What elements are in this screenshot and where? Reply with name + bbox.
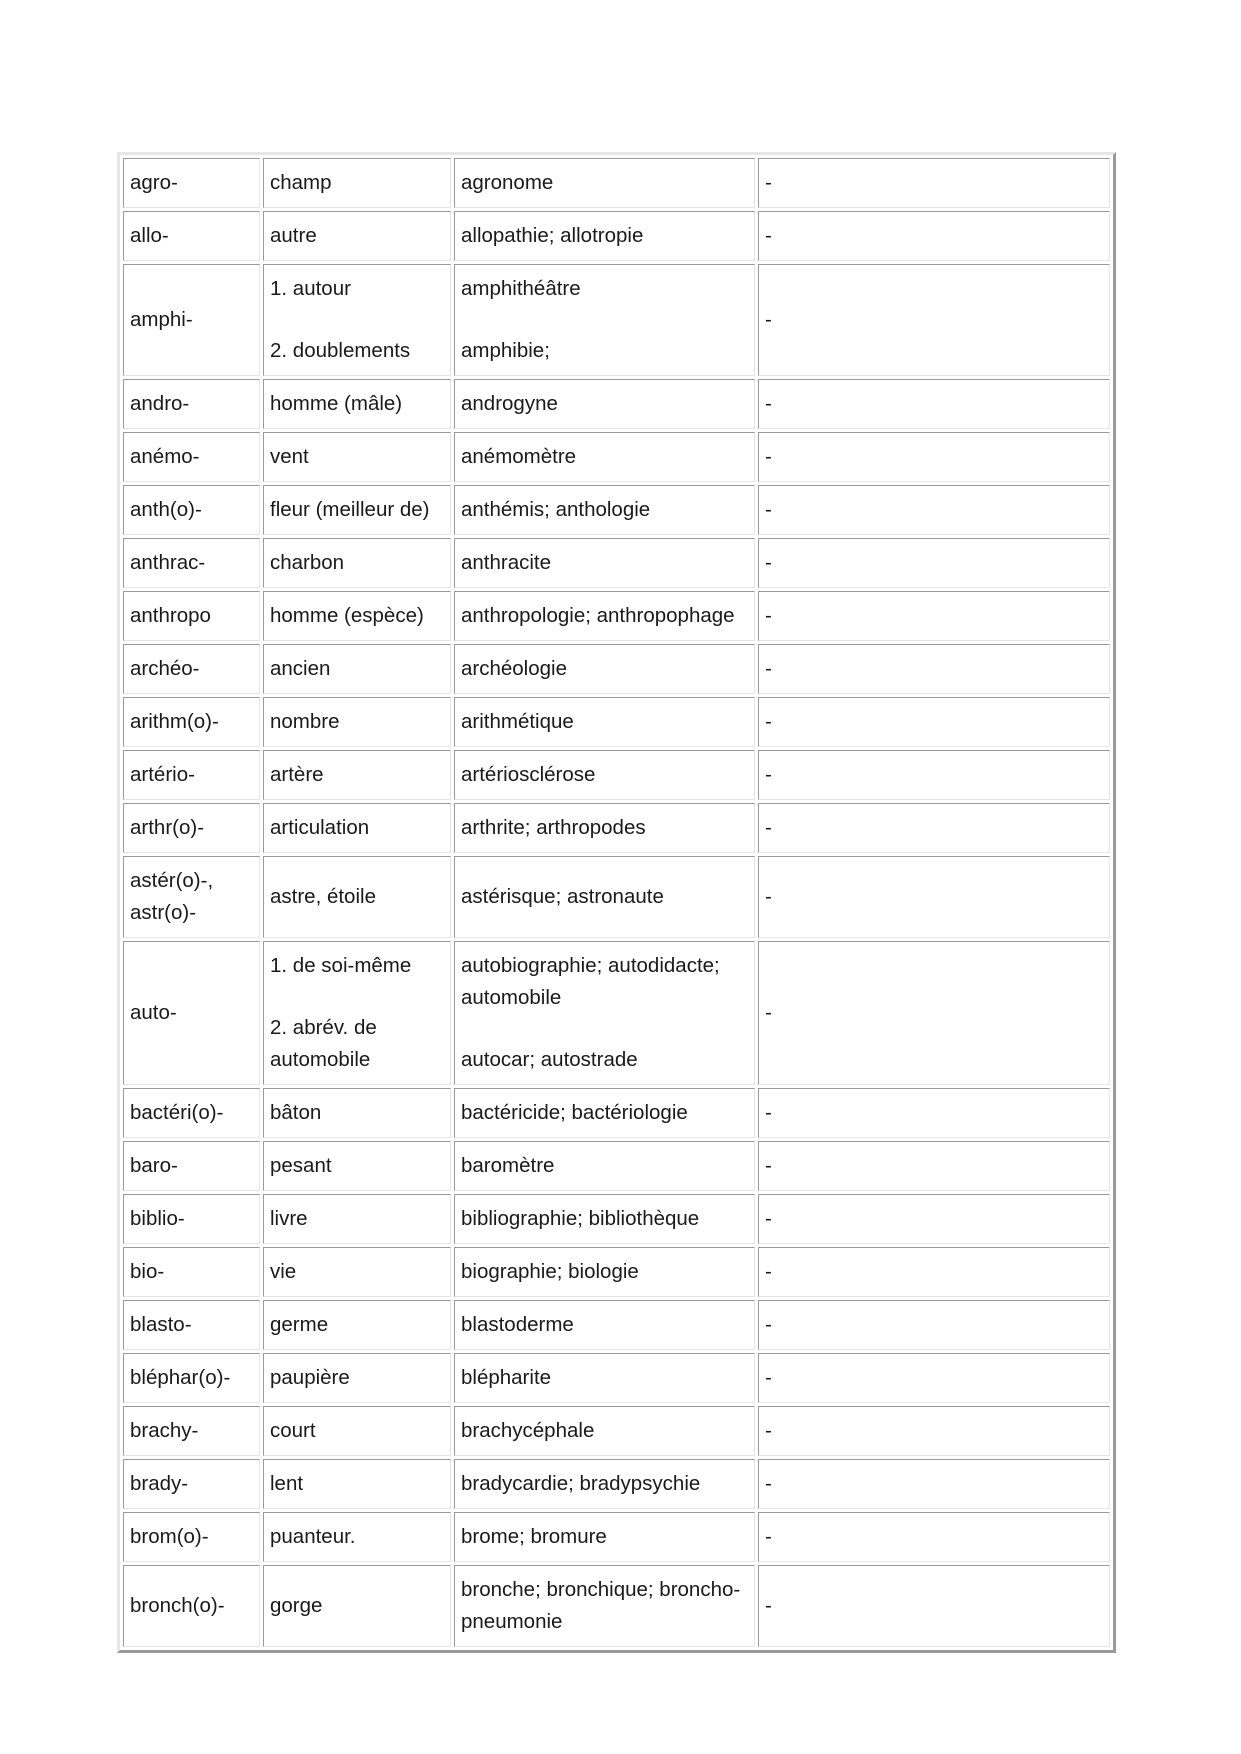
other-cell-text: - [765,171,772,194]
example-cell-text: agronome [461,171,554,194]
other-cell-text: - [765,1419,772,1442]
example-cell [454,379,755,429]
other-cell [758,379,1110,429]
other-cell [758,1194,1110,1244]
other-cell-text: - [765,392,772,415]
other-cell-text: - [765,1154,772,1177]
prefix-cell-text: auto- [130,1001,177,1024]
table-row [123,941,1110,1085]
meaning-cell [263,432,451,482]
table-row [123,379,1110,429]
other-cell [758,750,1110,800]
example-cell-text: anthémis; anthologie [461,498,651,521]
example-cell [454,750,755,800]
prefix-cell-text: artério- [130,763,195,786]
meaning-cell [263,1300,451,1350]
example-cell-text: bactéricide; bactériologie [461,1101,688,1124]
example-cell-text: bronche; bronchique; broncho-pneumonie [461,1578,741,1633]
meaning-cell-text: astre, étoile [270,885,376,908]
other-cell [758,941,1110,1085]
example-cell-text: brome; bromure [461,1525,607,1548]
meaning-cell [263,1141,451,1191]
table-row [123,432,1110,482]
meaning-cell [263,1406,451,1456]
prefix-cell [123,1088,260,1138]
meaning-cell-text: lent [270,1472,304,1495]
other-cell [758,211,1110,261]
other-cell [758,1512,1110,1562]
example-cell [454,1300,755,1350]
meaning-cell-text: fleur (meilleur de) [270,498,430,521]
other-cell-text: - [765,308,772,331]
other-cell-text: - [765,816,772,839]
example-cell-text: amphibie; [461,339,550,362]
meaning-cell-text: champ [270,171,332,194]
example-cell-text: bradycardie; bradypsychie [461,1472,701,1495]
table-row [123,1459,1110,1509]
example-cell-text: autobiographie; autodidacte; automobile [461,954,720,1009]
meaning-cell-text: autre [270,224,317,247]
prefix-cell [123,591,260,641]
prefix-cell-text: anthropo [130,604,211,627]
example-cell-text: blépharite [461,1366,552,1389]
example-cell [454,538,755,588]
example-cell-text: allopathie; allotropie [461,224,644,247]
prefix-cell-text: anémo- [130,445,200,468]
other-cell [758,1353,1110,1403]
other-cell [758,1088,1110,1138]
meaning-cell-text: ancien [270,657,331,680]
meaning-cell [263,644,451,694]
other-cell-text: - [765,1366,772,1389]
other-cell-text: - [765,1594,772,1617]
meaning-cell-text: bâton [270,1101,322,1124]
other-cell [758,1247,1110,1297]
meaning-cell [263,264,451,376]
example-cell [454,1247,755,1297]
other-cell [758,1300,1110,1350]
prefix-cell [123,432,260,482]
example-cell-text: anthropologie; anthropophage [461,604,735,627]
table-row [123,538,1110,588]
other-cell [758,485,1110,535]
prefix-cell [123,1459,260,1509]
other-cell-text: - [765,1313,772,1336]
example-cell [454,1088,755,1138]
prefix-cell-text: biblio- [130,1207,185,1230]
meaning-cell-text: artère [270,763,324,786]
table-row [123,1141,1110,1191]
meaning-cell-text: 2. doublements [270,339,411,362]
other-cell [758,538,1110,588]
other-cell-text: - [765,1001,772,1024]
prefix-cell [123,644,260,694]
prefix-cell [123,158,260,208]
prefix-cell [123,1512,260,1562]
prefix-cell [123,264,260,376]
example-cell-text: arithmétique [461,710,574,733]
meaning-cell [263,1512,451,1562]
meaning-cell [263,1194,451,1244]
prefix-cell-text: anthrac- [130,551,206,574]
example-cell [454,941,755,1085]
meaning-cell [263,211,451,261]
prefix-cell-text: baro- [130,1154,178,1177]
meaning-cell-text: paupière [270,1366,350,1389]
example-cell [454,1406,755,1456]
meaning-cell [263,1088,451,1138]
table-row [123,697,1110,747]
table-row [123,1300,1110,1350]
prefix-cell-text: anth(o)- [130,498,202,521]
prefix-cell [123,750,260,800]
meaning-cell [263,803,451,853]
other-cell [758,1565,1110,1647]
meaning-cell-text: vent [270,445,309,468]
example-cell-text: arthrite; arthropodes [461,816,646,839]
table-body [123,158,1110,1647]
prefix-cell [123,485,260,535]
meaning-cell [263,485,451,535]
other-cell [758,591,1110,641]
example-cell [454,697,755,747]
example-cell [454,591,755,641]
prefix-table-grid [120,155,1113,1650]
other-cell [758,697,1110,747]
meaning-cell-text: 1. autour [270,277,351,300]
other-cell [758,158,1110,208]
other-cell-text: - [765,1525,772,1548]
meaning-cell-text: 2. abrév. de automobile [270,1016,377,1071]
prefix-cell-text: arithm(o)- [130,710,219,733]
meaning-cell-text: charbon [270,551,345,574]
meaning-cell-text: nombre [270,710,340,733]
prefix-cell [123,1353,260,1403]
prefix-cell-text: brachy- [130,1419,199,1442]
other-cell [758,644,1110,694]
example-cell [454,1141,755,1191]
other-cell [758,1406,1110,1456]
prefix-cell [123,379,260,429]
example-cell-text: artériosclérose [461,763,596,786]
prefix-cell-text: bléphar(o)- [130,1366,231,1389]
meaning-cell [263,158,451,208]
example-cell [454,856,755,938]
other-cell-text: - [765,763,772,786]
example-cell [454,644,755,694]
table-row [123,803,1110,853]
meaning-cell-text: homme (mâle) [270,392,403,415]
example-cell-text: blastoderme [461,1313,574,1336]
prefix-cell [123,803,260,853]
prefix-cell [123,697,260,747]
table-row [123,1406,1110,1456]
other-cell-text: - [765,604,772,627]
example-cell-text: archéologie [461,657,567,680]
example-cell-text: amphithéâtre [461,277,581,300]
example-cell [454,432,755,482]
example-cell-text: bibliographie; bibliothèque [461,1207,700,1230]
prefix-cell-text: andro- [130,392,190,415]
prefix-cell-text: allo- [130,224,169,247]
meaning-cell-text: 1. de soi-même [270,954,412,977]
example-cell-text: androgyne [461,392,558,415]
prefix-cell-text: archéo- [130,657,200,680]
meaning-cell-text: livre [270,1207,308,1230]
prefix-cell [123,941,260,1085]
meaning-cell [263,1565,451,1647]
meaning-cell [263,1459,451,1509]
prefix-cell-text: agro- [130,171,178,194]
other-cell-text: - [765,498,772,521]
prefix-cell [123,1141,260,1191]
prefix-cell [123,1247,260,1297]
prefix-cell-text: bio- [130,1260,165,1283]
meaning-cell [263,538,451,588]
meaning-cell [263,750,451,800]
prefix-cell-text: bronch(o)- [130,1594,225,1617]
example-cell [454,211,755,261]
example-cell [454,1459,755,1509]
table-row [123,750,1110,800]
example-cell-text: brachycéphale [461,1419,595,1442]
other-cell [758,432,1110,482]
example-cell [454,1353,755,1403]
table-row [123,1247,1110,1297]
table-row [123,591,1110,641]
meaning-cell-text: vie [270,1260,297,1283]
meaning-cell [263,697,451,747]
prefix-cell-text: bactéri(o)- [130,1101,224,1124]
table-row [123,1565,1110,1647]
example-cell [454,1194,755,1244]
table-row [123,158,1110,208]
example-cell-text: autocar; autostrade [461,1048,638,1071]
meaning-cell-text: court [270,1419,316,1442]
meaning-cell [263,1353,451,1403]
meaning-cell-text: gorge [270,1594,323,1617]
other-cell-text: - [765,551,772,574]
prefix-cell-text: brady- [130,1472,189,1495]
prefix-cell-text: brom(o)- [130,1525,209,1548]
prefix-cell-text: blasto- [130,1313,192,1336]
example-cell [454,803,755,853]
meaning-cell-text: pesant [270,1154,332,1177]
table-row [123,264,1110,376]
example-cell [454,1565,755,1647]
prefix-cell [123,1194,260,1244]
other-cell-text: - [765,710,772,733]
prefix-cell [123,1300,260,1350]
meaning-cell [263,941,451,1085]
meaning-cell [263,1247,451,1297]
table-row [123,644,1110,694]
other-cell-text: - [765,885,772,908]
example-cell [454,158,755,208]
other-cell-text: - [765,445,772,468]
other-cell [758,264,1110,376]
prefix-cell [123,538,260,588]
table-row [123,1512,1110,1562]
meaning-cell-text: articulation [270,816,370,839]
other-cell-text: - [765,1101,772,1124]
example-cell-text: anthracite [461,551,552,574]
example-cell-text: anémomètre [461,445,577,468]
example-cell [454,1512,755,1562]
table-row [123,1194,1110,1244]
table-row [123,211,1110,261]
other-cell-text: - [765,224,772,247]
meaning-cell [263,379,451,429]
example-cell-text: astérisque; astronaute [461,885,664,908]
other-cell [758,856,1110,938]
table-row [123,856,1110,938]
prefix-table [117,152,1116,1653]
meaning-cell-text: puanteur. [270,1525,356,1548]
meaning-cell-text: germe [270,1313,329,1336]
meaning-cell-text: homme (espèce) [270,604,424,627]
meaning-cell [263,591,451,641]
example-cell [454,485,755,535]
prefix-cell-text: astér(o)-, astr(o)- [130,869,214,924]
other-cell-text: - [765,1260,772,1283]
table-row [123,1353,1110,1403]
other-cell-text: - [765,1207,772,1230]
table-row [123,485,1110,535]
table-row [123,1088,1110,1138]
prefix-cell [123,1406,260,1456]
prefix-cell-text: amphi- [130,308,193,331]
example-cell [454,264,755,376]
other-cell [758,1459,1110,1509]
other-cell [758,1141,1110,1191]
prefix-cell [123,1565,260,1647]
prefix-cell [123,856,260,938]
prefix-cell-text: arthr(o)- [130,816,205,839]
other-cell-text: - [765,1472,772,1495]
meaning-cell [263,856,451,938]
prefix-cell [123,211,260,261]
example-cell-text: baromètre [461,1154,555,1177]
example-cell-text: biographie; biologie [461,1260,639,1283]
other-cell-text: - [765,657,772,680]
other-cell [758,803,1110,853]
